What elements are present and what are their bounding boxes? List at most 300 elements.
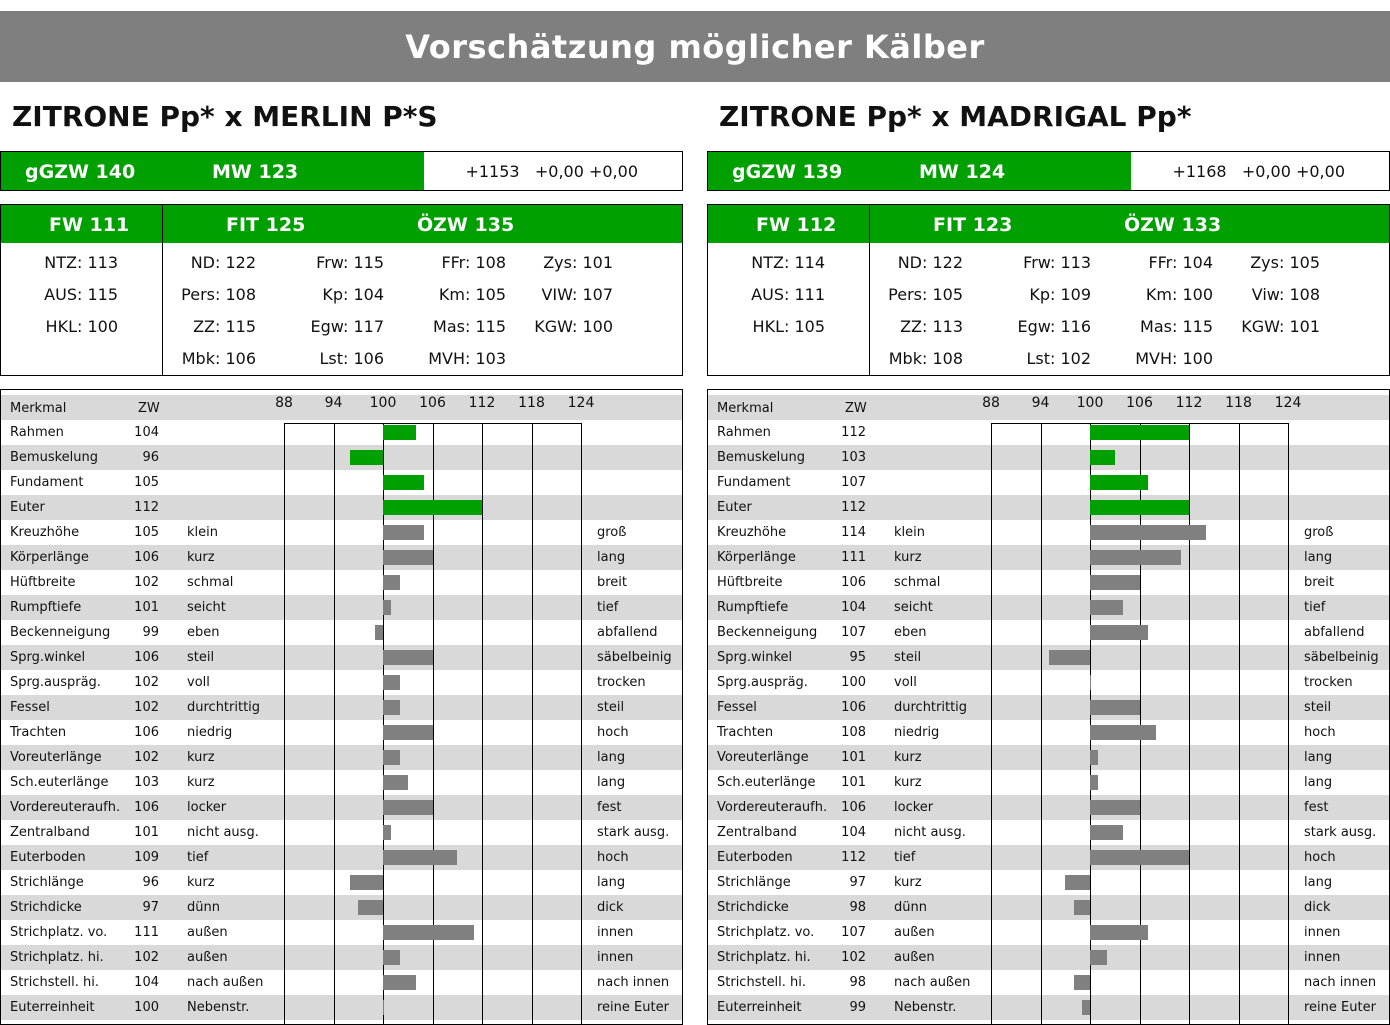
trait-row — [1, 795, 682, 820]
trait-high-label: reine Euter — [597, 1000, 669, 1015]
trait-low-label: außen — [187, 925, 228, 940]
trait-zw: 101 — [134, 825, 159, 840]
trait-bar — [383, 500, 482, 515]
trait-row — [708, 695, 1389, 720]
trait-high-label: lang — [597, 750, 626, 765]
trait-zw: 101 — [841, 775, 866, 790]
trait-low-label: durchtrittig — [187, 700, 261, 715]
trait-bar — [383, 950, 400, 965]
trait-low-label: dünn — [187, 900, 220, 915]
trait-name: Fundament — [717, 475, 791, 490]
trait-row — [708, 720, 1389, 745]
trait-name: Kreuzhöhe — [717, 525, 787, 540]
trait-row — [1, 595, 682, 620]
breeding-value-summary — [0, 151, 683, 191]
trait-row — [1, 870, 682, 895]
fit-item: Egw: 116 — [1017, 317, 1091, 336]
fit-item: Mbk: 108 — [888, 349, 963, 368]
fit-item: Pers: 108 — [181, 285, 256, 304]
axis-top-line — [991, 423, 1288, 424]
trait-high-label: dick — [1304, 900, 1331, 915]
trait-row — [1, 895, 682, 920]
trait-low-label: kurz — [187, 875, 215, 890]
fw-item: HKL: 100 — [45, 317, 118, 336]
trait-zw: 101 — [134, 600, 159, 615]
trait-bar — [350, 875, 383, 890]
trait-zw: 106 — [134, 725, 159, 740]
trait-row — [1, 620, 682, 645]
trait-zw: 102 — [134, 675, 159, 690]
trait-zw: 112 — [841, 425, 866, 440]
fit-item: Mas: 115 — [1140, 317, 1213, 336]
trait-row — [708, 745, 1389, 770]
fw-item: AUS: 115 — [44, 285, 118, 304]
fit-item: Egw: 117 — [310, 317, 384, 336]
trait-low-label: nach außen — [894, 975, 971, 990]
trait-zw: 114 — [841, 525, 866, 540]
trait-zw: 112 — [841, 500, 866, 515]
fw-item: HKL: 105 — [752, 317, 825, 336]
trait-high-label: innen — [1304, 950, 1341, 965]
fit-item: VIW: 107 — [541, 285, 613, 304]
ozw-value: ÖZW 135 — [417, 214, 515, 236]
trait-zw: 107 — [841, 475, 866, 490]
trait-zw: 96 — [142, 875, 159, 890]
fit-item: ND: 122 — [897, 253, 963, 272]
trait-name: Sprg.winkel — [717, 650, 793, 665]
trait-row — [1, 645, 682, 670]
trait-bar — [1090, 950, 1107, 965]
trait-name: Strichlänge — [10, 875, 84, 890]
fit-value: FIT 125 — [226, 214, 306, 236]
ggzw-value: gGZW 140 — [25, 161, 136, 183]
trait-zw: 104 — [134, 425, 159, 440]
trait-row — [708, 895, 1389, 920]
fit-value: FIT 123 — [933, 214, 1013, 236]
trait-high-label: lang — [597, 775, 626, 790]
trait-low-label: seicht — [894, 600, 933, 615]
trait-low-label: eben — [187, 625, 220, 640]
trait-high-label: lang — [1304, 550, 1333, 565]
trait-low-label: klein — [187, 525, 218, 540]
fit-item: Kp: 109 — [1029, 285, 1091, 304]
trait-low-label: nicht ausg. — [187, 825, 259, 840]
trait-row — [1, 520, 682, 545]
trait-zw: 102 — [134, 750, 159, 765]
grid-line — [991, 423, 992, 1024]
fit-item: FFr: 108 — [441, 253, 506, 272]
trait-row — [708, 920, 1389, 945]
trait-name: Beckenneigung — [10, 625, 111, 640]
trait-high-label: hoch — [597, 725, 629, 740]
fitness-header — [708, 205, 1389, 243]
trait-row — [708, 570, 1389, 595]
trait-low-label: nicht ausg. — [894, 825, 966, 840]
axis-tick-label: 106 — [419, 395, 446, 411]
trait-high-label: innen — [597, 950, 634, 965]
mw-value: MW 123 — [212, 161, 299, 183]
trait-high-label: nach innen — [1304, 975, 1377, 990]
trait-row — [708, 795, 1389, 820]
trait-bar — [1090, 675, 1091, 690]
trait-name: Vordereuteraufh. — [10, 800, 121, 815]
trait-zw: 106 — [134, 550, 159, 565]
trait-high-label: stark ausg. — [597, 825, 670, 840]
fw-item: NTZ: 114 — [751, 253, 825, 272]
trait-name: Strichplatz. vo. — [717, 925, 815, 940]
trait-row — [1, 545, 682, 570]
grid-line — [1288, 423, 1289, 1024]
axis-tick-label: 106 — [1126, 395, 1153, 411]
trait-zw: 104 — [841, 825, 866, 840]
trait-low-label: durchtrittig — [894, 700, 968, 715]
trait-name: Fessel — [717, 700, 757, 715]
fit-item: Lst: 106 — [319, 349, 384, 368]
trait-high-label: steil — [597, 700, 625, 715]
trait-bar — [383, 925, 474, 940]
trait-high-label: fest — [597, 800, 622, 815]
trait-row — [708, 495, 1389, 520]
trait-low-label: außen — [894, 950, 935, 965]
axis-top-line — [284, 423, 581, 424]
trait-zw: 97 — [849, 875, 866, 890]
fitness-values-box — [0, 204, 683, 376]
trait-zw: 111 — [841, 550, 866, 565]
trait-bar — [1090, 425, 1189, 440]
trait-low-label: kurz — [894, 875, 922, 890]
fw-value: FW 111 — [49, 214, 130, 236]
fit-item: Km: 100 — [1145, 285, 1213, 304]
grid-line — [532, 423, 533, 1024]
fit-item: Viw: 108 — [1251, 285, 1320, 304]
trait-zw: 104 — [134, 975, 159, 990]
trait-low-label: außen — [187, 950, 228, 965]
trait-zw: 102 — [134, 700, 159, 715]
trait-high-label: trocken — [1304, 675, 1353, 690]
fit-item: Frw: 115 — [316, 253, 384, 272]
trait-low-label: locker — [187, 800, 227, 815]
trait-high-label: hoch — [1304, 850, 1336, 865]
breeding-value-summary — [707, 151, 1390, 191]
trait-zw: 100 — [841, 675, 866, 690]
trait-bar — [383, 825, 391, 840]
trait-bar — [1090, 725, 1156, 740]
fit-item: KGW: 100 — [534, 317, 613, 336]
trait-low-label: niedrig — [187, 725, 233, 740]
zw-header: ZW — [845, 401, 867, 416]
trait-name: Voreuterlänge — [717, 750, 809, 765]
linear-trait-chart — [0, 389, 683, 1025]
trait-bar — [1090, 475, 1148, 490]
trait-name: Strichplatz. hi. — [10, 950, 104, 965]
trait-bar — [383, 475, 424, 490]
trait-high-label: breit — [597, 575, 628, 590]
trait-high-label: dick — [597, 900, 624, 915]
trait-name: Rumpftiefe — [10, 600, 82, 615]
trait-high-label: groß — [597, 525, 627, 540]
trait-name: Rahmen — [717, 425, 771, 440]
trait-row — [1, 470, 682, 495]
trait-zw: 108 — [841, 725, 866, 740]
axis-tick-label: 88 — [275, 395, 293, 411]
trait-bar — [1049, 650, 1090, 665]
trait-row — [1, 720, 682, 745]
trait-zw: 102 — [134, 575, 159, 590]
fit-item: Km: 105 — [438, 285, 506, 304]
trait-name: Strichstell. hi. — [717, 975, 807, 990]
trait-low-label: voll — [894, 675, 917, 690]
milk-fat-protein: +1168 +0,00 +0,00 — [1172, 162, 1345, 181]
trait-high-label: hoch — [597, 850, 629, 865]
trait-bar — [383, 425, 416, 440]
axis-tick-label: 94 — [1031, 395, 1050, 411]
trait-bar — [1090, 575, 1140, 590]
linear-trait-chart — [707, 389, 1390, 1025]
trait-name: Strichlänge — [717, 875, 791, 890]
trait-zw: 105 — [134, 525, 159, 540]
trait-zw: 111 — [134, 925, 159, 940]
trait-row — [1, 845, 682, 870]
trait-bar — [1090, 925, 1148, 940]
trait-bar — [375, 625, 383, 640]
trait-zw: 112 — [134, 500, 159, 515]
trait-name: Euterreinheit — [10, 1000, 95, 1015]
trait-high-label: trocken — [597, 675, 646, 690]
trait-bar — [350, 450, 383, 465]
trait-bar — [1065, 875, 1090, 890]
trait-low-label: voll — [187, 675, 210, 690]
fit-item: Frw: 113 — [1023, 253, 1091, 272]
axis-tick-label: 118 — [518, 395, 545, 411]
trait-zw: 96 — [142, 450, 159, 465]
trait-name: Rumpftiefe — [717, 600, 789, 615]
axis-tick-label: 94 — [324, 395, 343, 411]
trait-high-label: stark ausg. — [1304, 825, 1377, 840]
fitness-values-box — [707, 204, 1390, 376]
trait-low-label: niedrig — [894, 725, 940, 740]
trait-name: Zentralband — [10, 825, 90, 840]
trait-row — [1, 920, 682, 945]
trait-row — [1, 745, 682, 770]
trait-high-label: lang — [1304, 750, 1333, 765]
trait-row — [708, 970, 1389, 995]
trait-row — [1, 820, 682, 845]
trait-low-label: dünn — [894, 900, 927, 915]
trait-high-label: fest — [1304, 800, 1329, 815]
trait-low-label: kurz — [894, 775, 922, 790]
mating-title: ZITRONE Pp* x MADRIGAL Pp* — [719, 100, 1192, 133]
grid-line — [482, 423, 483, 1024]
trait-low-label: tief — [894, 850, 916, 865]
trait-low-label: locker — [894, 800, 934, 815]
trait-high-label: tief — [1304, 600, 1326, 615]
trait-bar — [1074, 975, 1091, 990]
trait-bar — [383, 600, 391, 615]
trait-bar — [1090, 775, 1098, 790]
trait-name: Sch.euterlänge — [10, 775, 109, 790]
mw-value: MW 124 — [919, 161, 1006, 183]
trait-name: Körperlänge — [717, 550, 796, 565]
trait-high-label: abfallend — [597, 625, 658, 640]
sire-panel-2 — [707, 0, 1390, 1024]
trait-low-label: schmal — [894, 575, 941, 590]
trait-name: Euterboden — [10, 850, 86, 865]
grid-line — [1239, 423, 1240, 1024]
trait-name: Sprg.auspräg. — [717, 675, 808, 690]
trait-zw: 103 — [841, 450, 866, 465]
fit-item: Zys: 105 — [1250, 253, 1320, 272]
trait-bar — [1090, 700, 1140, 715]
trait-name: Fundament — [10, 475, 84, 490]
trait-bar — [1090, 800, 1140, 815]
merkmal-header: Merkmal — [717, 401, 774, 416]
trait-name: Hüftbreite — [10, 575, 76, 590]
trait-row — [708, 445, 1389, 470]
trait-zw: 98 — [849, 975, 866, 990]
trait-zw: 106 — [841, 800, 866, 815]
trait-name: Strichstell. hi. — [10, 975, 100, 990]
trait-zw: 106 — [841, 575, 866, 590]
trait-high-label: innen — [597, 925, 634, 940]
zw-header: ZW — [138, 401, 160, 416]
trait-bar — [1090, 450, 1115, 465]
fit-item: Mas: 115 — [433, 317, 506, 336]
trait-zw: 100 — [134, 1000, 159, 1015]
grid-line — [1189, 423, 1190, 1024]
fw-item: NTZ: 113 — [44, 253, 118, 272]
trait-row — [708, 995, 1389, 1020]
trait-row — [708, 820, 1389, 845]
trait-row — [1, 945, 682, 970]
trait-high-label: reine Euter — [1304, 1000, 1376, 1015]
trait-zw: 106 — [841, 700, 866, 715]
fit-item: ZZ: 113 — [900, 317, 963, 336]
trait-zw: 102 — [841, 950, 866, 965]
trait-bar — [1090, 825, 1123, 840]
trait-row — [1, 995, 682, 1020]
trait-low-label: Nebenstr. — [187, 1000, 250, 1015]
trait-zw: 101 — [841, 750, 866, 765]
trait-zw: 105 — [134, 475, 159, 490]
trait-high-label: säbelbeinig — [597, 650, 672, 665]
trait-zw: 103 — [134, 775, 159, 790]
trait-bar — [1090, 500, 1189, 515]
trait-name: Strichdicke — [717, 900, 789, 915]
trait-name: Rahmen — [10, 425, 64, 440]
fit-item: KGW: 101 — [1241, 317, 1320, 336]
trait-name: Trachten — [717, 725, 774, 740]
trait-row — [1, 495, 682, 520]
trait-bar — [1090, 625, 1148, 640]
trait-zw: 98 — [849, 900, 866, 915]
trait-low-label: kurz — [894, 750, 922, 765]
trait-bar — [383, 975, 416, 990]
trait-low-label: Nebenstr. — [894, 1000, 957, 1015]
trait-name: Körperlänge — [10, 550, 89, 565]
grid-line — [284, 423, 285, 1024]
trait-high-label: abfallend — [1304, 625, 1365, 640]
fitness-header — [1, 205, 682, 243]
merkmal-header: Merkmal — [10, 401, 67, 416]
trait-zw: 109 — [134, 850, 159, 865]
trait-low-label: kurz — [894, 550, 922, 565]
trait-row — [708, 670, 1389, 695]
fw-item: AUS: 111 — [751, 285, 825, 304]
trait-row — [708, 845, 1389, 870]
trait-low-label: schmal — [187, 575, 234, 590]
trait-low-label: steil — [187, 650, 215, 665]
trait-low-label: kurz — [187, 550, 215, 565]
ggzw-value: gGZW 139 — [732, 161, 843, 183]
trait-high-label: hoch — [1304, 725, 1336, 740]
trait-bar — [383, 550, 433, 565]
trait-bar — [383, 525, 424, 540]
trait-high-label: lang — [597, 875, 626, 890]
trait-name: Bemuskelung — [717, 450, 805, 465]
trait-name: Zentralband — [717, 825, 797, 840]
trait-row — [708, 520, 1389, 545]
trait-name: Vordereuteraufh. — [717, 800, 828, 815]
trait-high-label: lang — [1304, 775, 1333, 790]
trait-low-label: eben — [894, 625, 927, 640]
fit-item: Pers: 105 — [888, 285, 963, 304]
trait-name: Voreuterlänge — [10, 750, 102, 765]
axis-tick-label: 118 — [1225, 395, 1252, 411]
trait-zw: 99 — [142, 625, 159, 640]
trait-name: Euter — [10, 500, 45, 515]
trait-high-label: tief — [597, 600, 619, 615]
trait-row — [1, 670, 682, 695]
fit-item: ZZ: 115 — [193, 317, 256, 336]
axis-tick-label: 100 — [369, 395, 397, 411]
trait-zw: 112 — [841, 850, 866, 865]
trait-row — [1, 570, 682, 595]
trait-low-label: außen — [894, 925, 935, 940]
trait-zw: 97 — [142, 900, 159, 915]
axis-tick-label: 88 — [982, 395, 1000, 411]
trait-name: Strichdicke — [10, 900, 82, 915]
trait-row — [708, 945, 1389, 970]
trait-bar — [358, 900, 383, 915]
axis-tick-label: 124 — [567, 395, 595, 411]
trait-row — [708, 470, 1389, 495]
trait-zw: 106 — [134, 650, 159, 665]
fit-item: ND: 122 — [190, 253, 256, 272]
trait-bar — [1090, 750, 1098, 765]
trait-name: Fessel — [10, 700, 50, 715]
trait-low-label: kurz — [187, 750, 215, 765]
trait-high-label: steil — [1304, 700, 1332, 715]
grid-line — [334, 423, 335, 1024]
trait-bar — [383, 850, 457, 865]
trait-zw: 102 — [134, 950, 159, 965]
fit-item: Lst: 102 — [1026, 349, 1091, 368]
trait-name: Trachten — [10, 725, 67, 740]
trait-name: Euterreinheit — [717, 1000, 802, 1015]
trait-row — [1, 695, 682, 720]
trait-zw: 99 — [849, 1000, 866, 1015]
trait-bar — [383, 725, 433, 740]
trait-bar — [1082, 1000, 1090, 1015]
trait-name: Sprg.auspräg. — [10, 675, 101, 690]
trait-low-label: klein — [894, 525, 925, 540]
trait-name: Kreuzhöhe — [10, 525, 80, 540]
fit-item: Zys: 101 — [543, 253, 613, 272]
trait-low-label: kurz — [187, 775, 215, 790]
trait-bar — [383, 1000, 384, 1015]
trait-bar — [383, 575, 400, 590]
trait-high-label: lang — [1304, 875, 1333, 890]
